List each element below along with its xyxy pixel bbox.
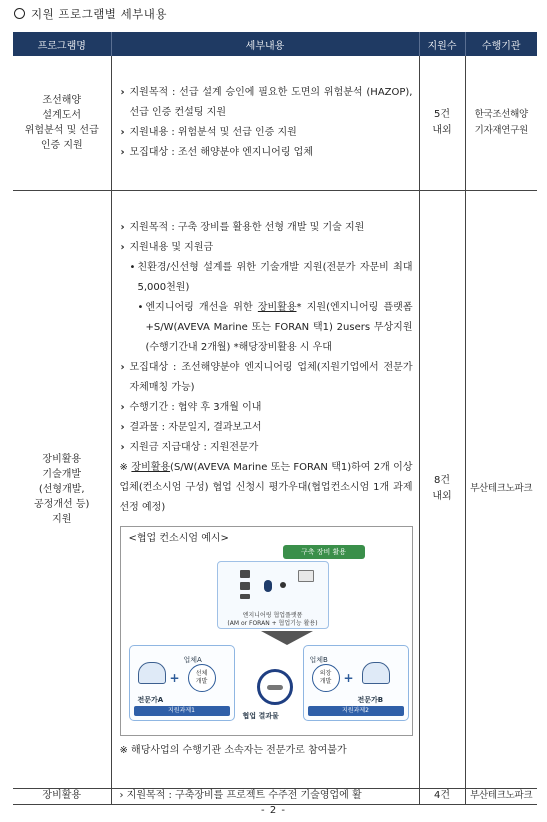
company-a-group (129, 645, 235, 721)
section-title: 지원 프로그램별 세부내용 (14, 6, 167, 22)
server-icon (264, 580, 272, 592)
computer-icon (240, 570, 250, 578)
platform-sublabel: (AM or FORAN + 협업기능 활용) (227, 620, 318, 627)
program-name-cell: 장비활용 (13, 788, 111, 804)
plus-icon: + (169, 671, 180, 685)
company-b-title: 업체B (309, 656, 328, 664)
role-circle: 의장 개발 (312, 664, 340, 692)
details-cell (111, 190, 419, 788)
detail-item: › 결과물 : 자문일지, 결과보고서 (120, 418, 413, 438)
program-name-cell: 조선해양 설계도서 위험분석 및 선급 인증 지원 (13, 56, 111, 190)
org-cell: 부산테크노파크 (465, 190, 537, 788)
arrow-down-icon (261, 631, 313, 645)
detail-item: › 모집대상 : 조선 해양분야 엔지니어링 업체 (120, 143, 413, 163)
people-icon (138, 662, 166, 684)
task-bar: 지원과제1 (134, 706, 230, 716)
node-icon (280, 582, 286, 588)
detail-subitem: • 친환경/신선형 설계를 위한 기술개발 지원(전문가 자문비 최대 5,000천원) (120, 258, 413, 298)
detail-item: › 지원목적 : 구축 장비를 활용한 선형 개발 및 기술 지원 (120, 218, 413, 238)
equipment-pill: 구축 장비 활용 (283, 545, 365, 559)
program-name-cell: 장비활용 기술개발 (선형개발, 공정개선 등) 지원 (13, 190, 111, 788)
detail-item: › 모집대상 : 조선해양분야 엔지니어링 업체(지원기업에서 전문가 자체매칭 가능) (120, 358, 413, 398)
circle-bullet-icon (14, 8, 25, 19)
count-cell: 5건 내외 (419, 56, 465, 190)
detail-item: › 지원내용 : 위험분석 및 선급 인증 지원 (120, 123, 413, 143)
details-cell: › 지원목적 : 구축장비를 프로젝트 수주전 기술영업에 활 (111, 788, 419, 804)
consortium-diagram (120, 526, 413, 736)
header-details: 세부내용 (111, 32, 419, 56)
ship-ring-icon (257, 669, 293, 705)
program-table (13, 32, 537, 805)
diagram-caption: <협업 컨소시엄 예시> (128, 533, 229, 544)
header-count: 지원수 (419, 32, 465, 56)
org-cell: 한국조선해양 기자재연구원 (465, 56, 537, 190)
header-program: 프로그램명 (13, 32, 111, 56)
expert-a-label: 전문가A (137, 696, 164, 704)
expert-b-label: 전문가B (357, 696, 384, 704)
platform-box (217, 561, 329, 629)
table-header (13, 32, 537, 56)
people-icon (362, 662, 390, 684)
result-label: 협업 결과물 (242, 712, 279, 720)
diagram-note: ※ 해당사업의 수행기관 소속자는 전문가로 참여불가 (119, 745, 347, 756)
table-row (13, 190, 537, 788)
task-bar: 지원과제2 (308, 706, 404, 716)
detail-item: › 지원금 지급대상 : 지원전문가 (120, 438, 413, 458)
org-cell: 부산테크노파크 (465, 788, 537, 804)
monitor-icon (298, 570, 314, 582)
platform-label: 엔지니어링 협업플랫폼 (242, 612, 303, 619)
detail-subitem: • 엔지니어링 개선을 위한 장비활용* 지원(엔지니어링 플랫폼+S/W(AVEVA Marine 또는 FORAN 택1) 2users 무상지원(수행기간내 2개월) *해당장비활용 시 우대 (120, 298, 413, 358)
table-row (13, 56, 537, 190)
detail-item: › 수행기간 : 협약 후 3개월 이내 (120, 398, 413, 418)
plus-icon: + (343, 671, 354, 685)
role-circle: 선체 개발 (188, 664, 216, 692)
count-cell: 4건 (419, 788, 465, 804)
company-b-group (303, 645, 409, 721)
header-org: 수행기관 (465, 32, 537, 56)
computer-icon (240, 594, 250, 599)
detail-item: › 지원내용 및 지원금 (120, 238, 413, 258)
page-number: - 2 - (261, 805, 286, 816)
company-a-title: 업체A (183, 656, 202, 664)
computer-icon (240, 582, 250, 590)
details-cell (111, 56, 419, 190)
detail-item: › 지원목적 : 선급 설계 승인에 필요한 도면의 위험분석 (HAZOP), 선급 인증 컨설팅 지원 (120, 83, 413, 123)
table-row (13, 788, 537, 804)
detail-note: ※ 장비활용(S/W(AVEVA Marine 또는 FORAN 택1)하여 2개 이상 업체(컨소시엄 구성) 협업 신청시 평가우대(협업컨소시엄 1개 과제 선정 예정) (119, 462, 413, 513)
count-cell: 8건 내외 (419, 190, 465, 788)
